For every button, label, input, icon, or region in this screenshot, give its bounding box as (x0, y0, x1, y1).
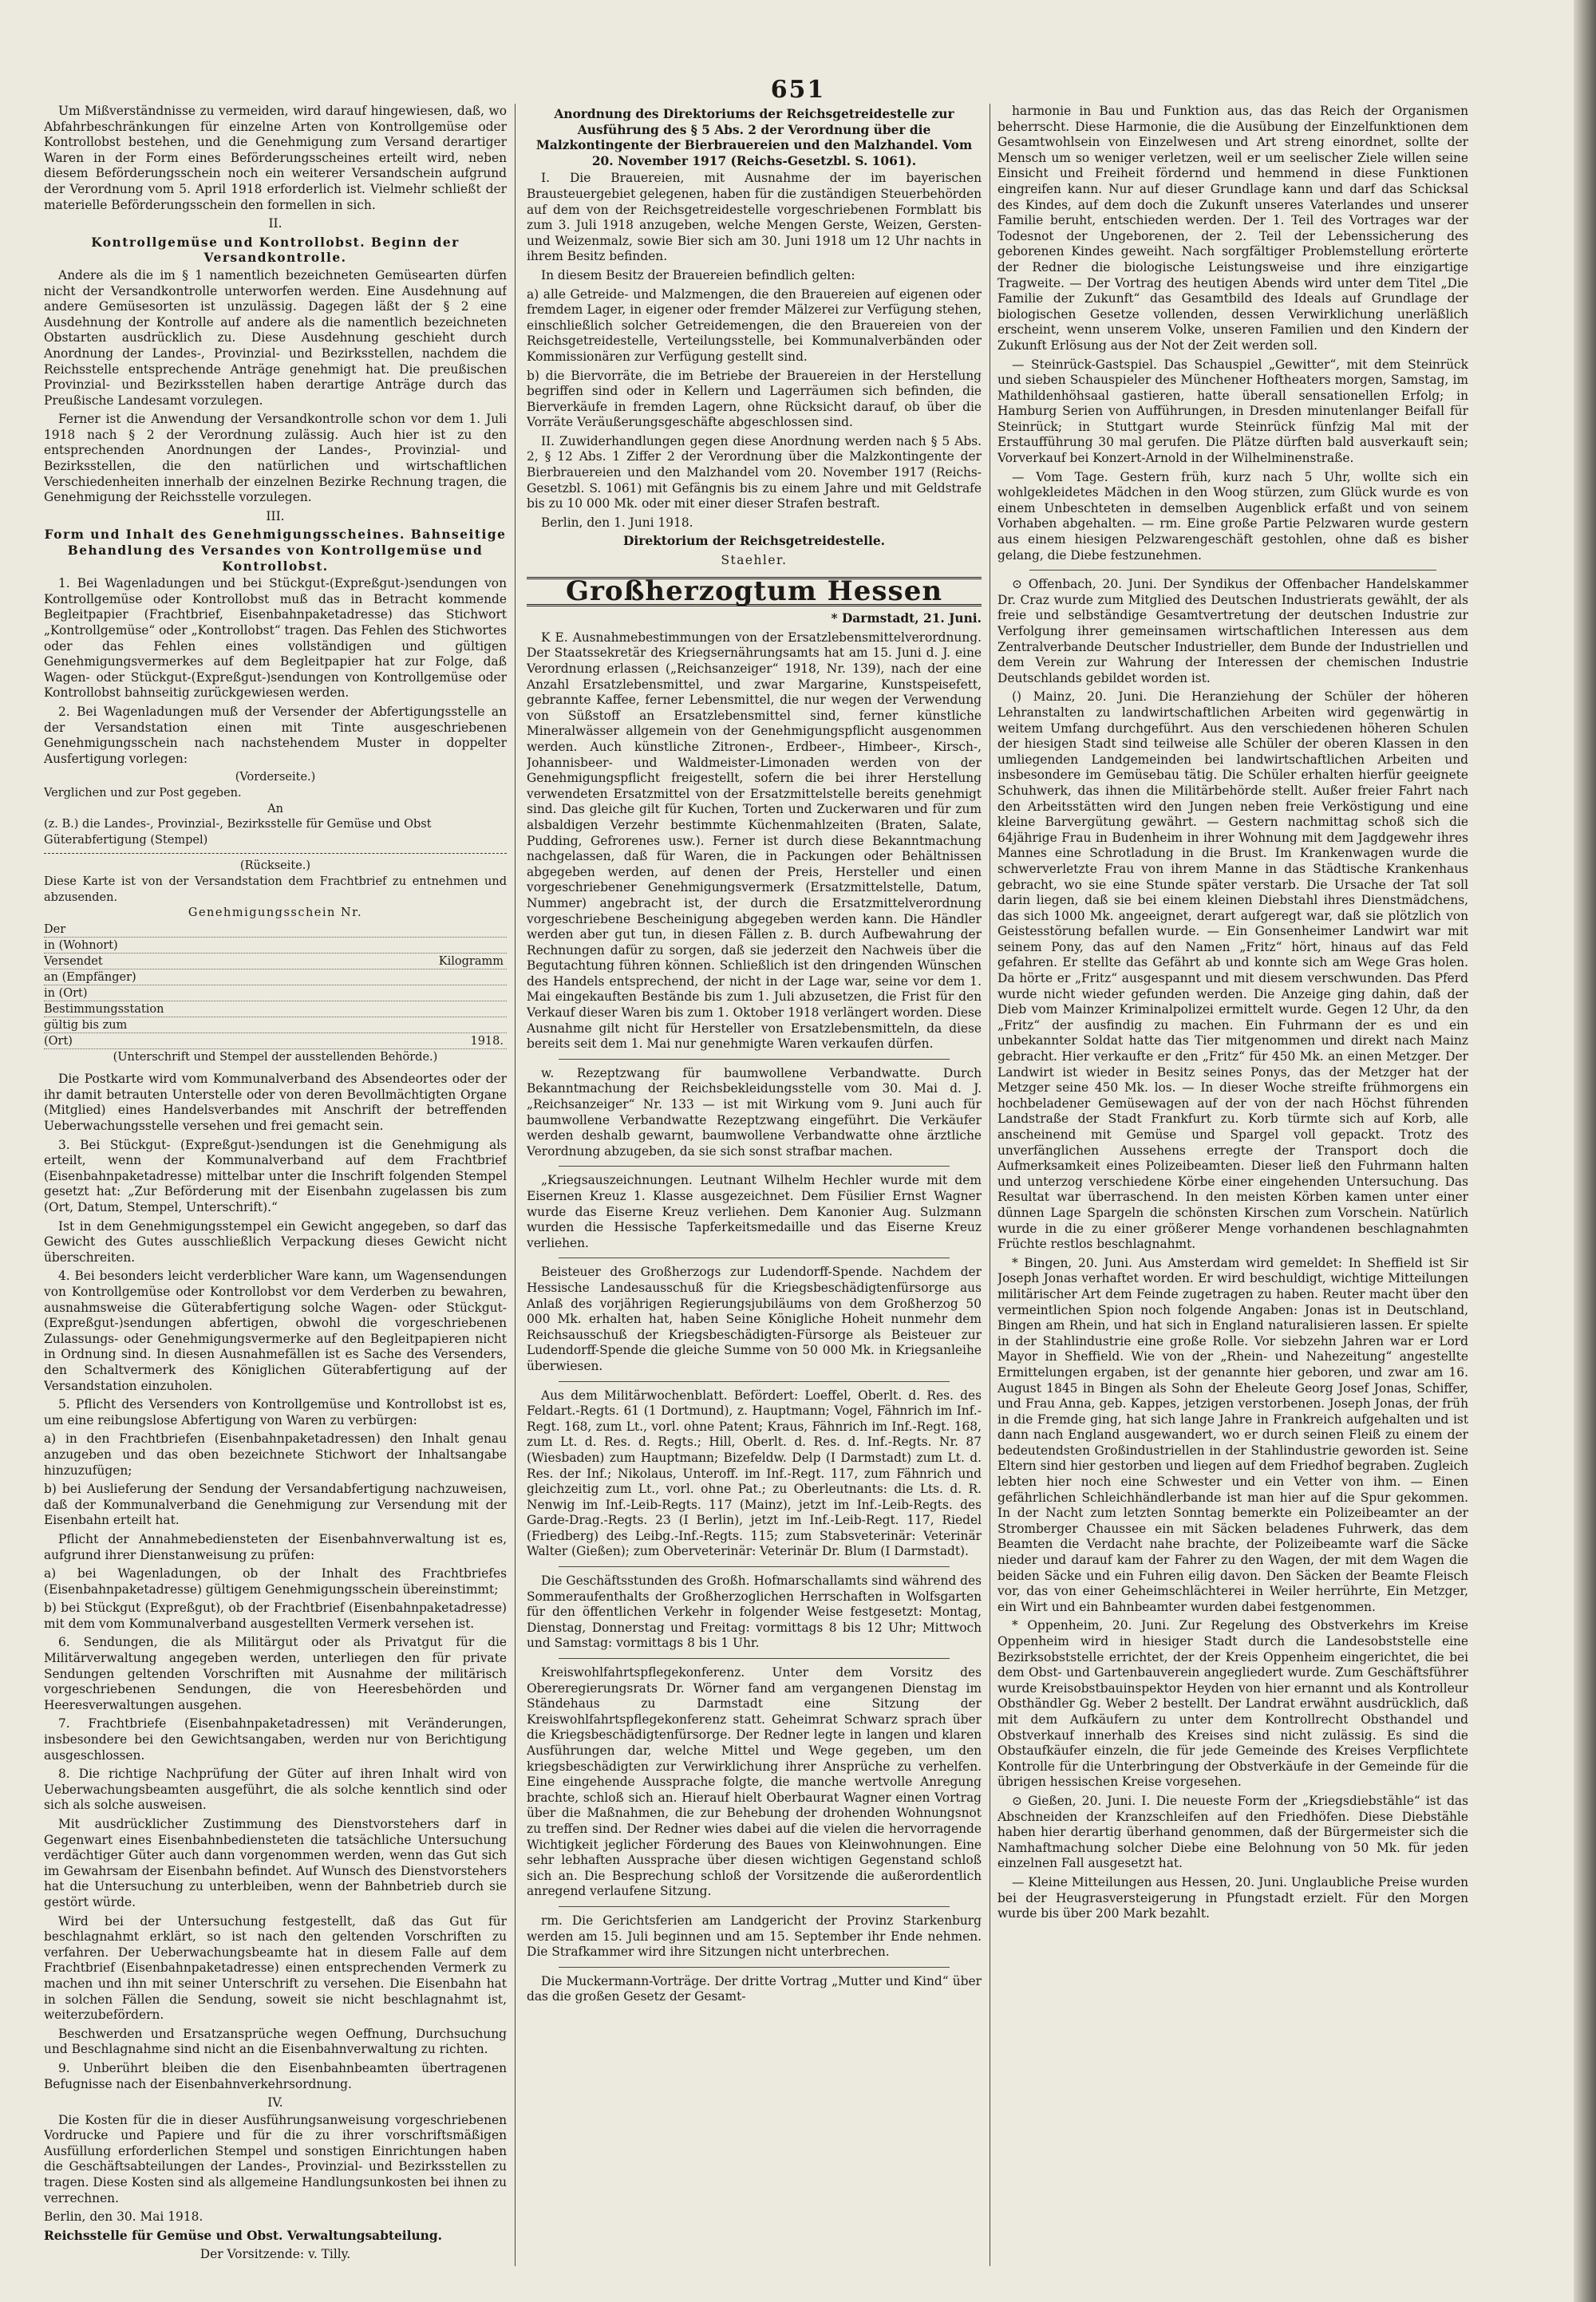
form-back-text: Diese Karte ist von der Versandstation dem Frachtbrief zu entnehmen und abzusenden. (44, 875, 507, 904)
paragraph: 1. Bei Wagenladungen und bei Stückgut-(Expreßgut-)sendungen von Kontrollgemüse oder Kontrollobst muß das in Betracht kommende Begleitpapier (Frachtbrief, Eisenbahnpaketadresse) das Stichwort „Kontrollgemüse“ oder „Kontrollobst“ tragen. Das Fehlen des Stichwortes oder das Fehlen eines vollständigen und gültigen Genehmigungsvermerkes auf dem Begleitpapier hat zur Folge, daß Wagen- oder Stückgut-(Expreßgut-)sendungen von Kontrollgemüse oder Kontrollobst bahnseitig zurückgewiesen werden. (44, 576, 507, 701)
dateline: * Darmstadt, 21. Juni. (831, 611, 982, 626)
form-address: (z. B.) die Landes-, Provinzial-, Bezirksstelle für Gemüse und Obst (44, 818, 432, 831)
article: harmonie in Bau und Funktion aus, das das Reich der Organismen beherrscht. Diese Harmonie, die die Ausübung der Einzelfunktionen dem Gesamtwohlsein von Einzelwesen und Art streng einordnet, sollte der Mensch um so weniger verletzen, weil er um seelischer Ziele willen seine Einsicht und Freiheit fördernd und hemmend in diese Funktionen eingreifen kann. Nur auf dieser Grundlage kann und darf das Schicksal des Kindes, auf dem doch die Zukunft unseres Vaterlandes und unserer Familie beruht, entschieden werden. Der 1. Teil des Vortrages war der Todesnot der Ungeborenen, der 2. Teil der Lebenssicherung des geborenen Kindes geweiht. Nach sorgfältiger Problemstellung erörterte der Redner die biologische Leistungsweise und ihre einzigartige Tragweite. — Der Vortrag des heutigen Abends wird unter dem Titel „Die Familie der Zukunft“ das Gesamtbild des Ideals auf Grundlage der biologischen Gesetze vollenden, dessen Verwirklichung unerläßlich erscheint, wenn unserem Volke, unseren Familien und den Kindern der Zukunft Erlösung aus der Not der Zeit werden soll. (998, 104, 1468, 353)
paragraph: Wird bei der Untersuchung festgestellt, daß das Gut für beschlagnahmt erklärt, so ist nach den geltenden Vorschriften zu verfahren. Der Ueberwachungsbeamte hat in diesem Falle auf dem Frachtbrief (Eisenbahnpaketadresse) einen entsprechenden Vermerk zu machen und ihn mit seiner Unterschrift zu versehen. Die Eisenbahn hat in solchen Fällen die Sendung, soweit sie nicht beschlagnahmt ist, weiterzubefördern. (44, 1913, 507, 2023)
article: * Oppenheim, 20. Juni. Zur Regelung des Obstverkehrs im Kreise Oppenheim wird in hiesiger Stadt durch die Landesobststelle eine Bezirksobststelle errichtet, der der Kreis Oppenheim eingerichtet, die bei dem Obst- und Gartenbauverein angegliedert wurde. Zum Geschäftsführer wurde Kreisobstbauinspektor Heyden von hier ernannt und als Kontrolleur Obsthändler Gg. Weber 2 bestellt. Der Landrat erwähnt ausdrücklich, daß mit dem Aufkäufern zu unter dem Kontrollrecht Obsthandel und Obstverkauf innerhalb des Kreises sind nicht zulässig. Es sind die Obstaufkäufer einzeln, die für jede Gemeinde des Kreises Verpflichtete Kontrolle für die Unterbringung der Obstverkäufe in der Gemeinde für die übrigen hessischen Kreise vorgesehen. (998, 1618, 1468, 1790)
decree-place: Berlin, den 1. Juni 1918. (541, 515, 693, 530)
article: Die Geschäftsstunden des Großh. Hofmarschallamts sind während des Sommeraufenthalts der Großherzoglichen Herrschaften in Wolfsgarten für den öffentlichen Verkehr in folgender Weise festgesetzt: Montag, Dienstag, Donnerstag und Freitag: vormittags 8 bis 12 Uhr; Mittwoch und Samstag: vormittags 8 bis 1 Uhr. (527, 1573, 982, 1651)
form-field (44, 954, 507, 969)
article: Kreiswohlfahrtspflegekonferenz. Unter dem Vorsitz des Obereregierungsrats Dr. Wörner fand am vergangenen Dienstag im Ständehaus zu Darmstadt eine Sitzung der Kreiswohlfahrtspflegekonferenz statt. Geheimrat Schwarz sprach über die Kriegsbeschädigtenfürsorge. Der Redner legte in langen und klaren Ausführungen dar, welche Mittel und Wege gegeben, um den kriegsbeschädigten zur Verwirklichung ihrer Ansprüche zu verhelfen. Eine eingehende Aussprache folgte, die manche wertvolle Anregung brachte, schloß sich an. Hierauf hielt Oberbaurat Wagner einen Vortrag über die Maßnahmen, die zur Behebung der drohenden Wohnungsnot zu treffen sind. Der Redner wies dabei auf die vielen die hervorragende Wichtigkeit jeglicher Förderung des Baues von Kleinwohnungen. Eine sehr lebhaften Aussprache über diesen wichtigen Gegenstand schloß sich an. Die Besprechung schloß der Vorsitzende die außerordentlich anregend verlaufene Sitzung. (527, 1665, 982, 1899)
form-field-label: Bestimmungsstation (44, 1002, 168, 1017)
form-title: Genehmigungsschein Nr. (188, 906, 363, 920)
paragraph: Die Kosten für die in dieser Ausführungsanweisung vorgeschriebenen Vordrucke und Papiere und für die zu ihrer vorschriftsmäßigen Ausfüllung erforderlichen Stempel und sonstigen Einrichtungen haben die Geschäftsabteilungen der Landes-, Provinzial- und Bezirksstellen zu tragen. Diese Kosten sind als allgemeine Handlungsunkosten bei ihnen zu verrechnen. (44, 2112, 507, 2205)
column-rule (515, 104, 516, 2266)
form-signature-note: (Unterschrift und Stempel der ausstellenden Behörde.) (113, 1050, 438, 1064)
form-field-label: gültig bis zum (44, 1018, 130, 1033)
form-field-label: Versendet (44, 954, 106, 969)
paragraph: 2. Bei Wagenladungen muß der Versender der Abfertigungsstelle an der Versandstation einen mit Tinte ausgeschriebenen Genehmigungsschein nach nachstehendem Muster in doppelter Ausfertigung vorlegen: (44, 704, 507, 766)
section-number: IV. (267, 2095, 283, 2110)
article: „Kriegsauszeichnungen. Leutnant Wilhelm Hechler wurde mit dem Eisernen Kreuz 1. Klasse ausgezeichnet. Dem Füsilier Ernst Wagner wurde das Eiserne Kreuz verliehen. Dem Kanonier Aug. Sulzmann wurden die Hessische Tapferkeitsmedaille und das Eiserne Kreuz verliehen. (527, 1173, 982, 1250)
paragraph: 8. Die richtige Nachprüfung der Güter auf ihren Inhalt wird von Ueberwachungsbeamten ausgeführt, die als solche kenntlich sind oder sich als solche ausweisen. (44, 1767, 507, 1813)
article: — Steinrück-Gastspiel. Das Schauspiel „Gewitter“, mit dem Steinrück und sieben Schauspieler des Münchener Hoftheaters morgen, Samstag, im Mathildenhöhsaal gastieren, hatte überall sensationellen Erfolg; in Hamburg Serien von Aufführungen, in Dresden minutenlanger Beifall für Steinrück; in Stuttgart wurde Steinrück fünfzig Mal mit der Erstaufführung 30 mal gerufen. Die Plätze dürften bald ausverkauft sein; Vorverkauf bei Konzert-Arnold in der Wilhelminenstraße. (998, 357, 1468, 466)
form-post-note: Verglichen und zur Post gegeben. (44, 786, 242, 800)
signature-place: Berlin, den 30. Mai 1918. (44, 2209, 203, 2225)
signature-office: Reichsstelle für Gemüse und Obst. Verwaltungsabteilung. (44, 2228, 442, 2243)
paragraph: 3. Bei Stückgut- (Expreßgut-)sendungen ist die Genehmigung als erteilt, wenn der Kommunalverband auf dem Frachtbrief (Eisenbahnpaketadresse) mittelbar unter die Inschrift folgenden Stempel gesetzt hat: „Zur Beförderung mit der Eisenbahn zugelassen bis zum (Ort, Datum, Stempel, Unterschrift).“ (44, 1137, 507, 1215)
signature-name: Der Vorsitzende: v. Tilly. (200, 2247, 351, 2262)
paragraph: 9. Unberührt bleiben die den Eisenbahnbeamten übertragenen Befugnisse nach der Eisenbahnverkehrsordnung. (44, 2060, 507, 2091)
paragraph: Beschwerden und Ersatzansprüche wegen Oeffnung, Durchsuchung und Beschlagnahme sind nicht an die Eisenbahnverwaltung zu richten. (44, 2026, 507, 2057)
section-number: III. (266, 508, 285, 523)
section-heading: Form und Inhalt des Genehmigungsscheines. Bahnseitige Behandlung des Versandes von Kontrollgemüse und Kontrollobst. (44, 527, 507, 574)
paragraph: a) alle Getreide- und Malzmengen, die den Brauereien auf eigenen oder fremdem Lager, in eigener oder fremder Mälzerei zur Verfügung stehen, einschließlich solcher Getreidemengen, die den Brauereien von der Reichsgetreidestelle, Verteilungsstelle, bei Kommunalverbänden oder Kommissionären zur Verfügung gestellt sind. (527, 286, 982, 364)
divider (559, 1906, 950, 1907)
form-front-label: (Vorderseite.) (235, 771, 316, 784)
paragraph: Ferner ist die Anwendung der Versandkontrolle schon vor dem 1. Juli 1918 nach § 2 der Verordnung zulässig. Auch hier ist zu den entsprechenden Anordnungen der Landes-, Provinzial- und Bezirksstellen, die den natürlichen und wirtschaftlichen Verschiedenheiten innerhalb der einzelnen Bezirke Rechnung tragen, die Genehmigung der Reichsstelle vorzulegen. (44, 412, 507, 505)
paragraph: b) die Biervorräte, die im Betriebe der Brauereien in der Herstellung begriffen sind oder in Kellern und Lagerräumen sich befinden, die Bierverkäufe in fremden Lagern, ohne Rücksicht darauf, ob über die Vorräte Veräußerungsgeschäfte abgeschlossen sind. (527, 368, 982, 430)
paragraph: Mit ausdrücklicher Zustimmung des Dienstvorstehers darf in Gegenwart eines Eisenbahnbediensteten die tatsächliche Untersuchung verdächtiger Güter auch dann vorgenommen werden, wenn das Gut sich im Gewahrsam der Eisenbahn befindet. Auf Wunsch des Dienstvorstehers hat die Untersuchung zu unterbleiben, wenn der Bahnbetrieb durch sie gestört würde. (44, 1817, 507, 1909)
form-kilo-label: Kilogramm (439, 954, 507, 969)
page-binding-edge (1574, 0, 1596, 2302)
form-an: An (267, 802, 283, 815)
paragraph: Pflicht der Annahmebediensteten der Eisenbahnverwaltung ist es, aufgrund ihrer Dienstanweisung zu prüfen: (44, 1531, 507, 1562)
column-right (998, 104, 1468, 2270)
paragraph: In diesem Besitz der Brauereien befindlich gelten: (541, 267, 855, 282)
form-field-label: (Ort) (44, 1034, 76, 1048)
divider (559, 1566, 950, 1567)
divider (559, 1381, 950, 1382)
paragraph: 6. Sendungen, die als Militärgut oder als Privatgut für die Militärverwaltung angegeben werden, unterliegen den für private Sendungen geltenden Vorschriften mit Ausnahme der militärisch vorgeschriebenen Sendungen, die von Heeresbehörden und Heeresverwaltungen ausgehen. (44, 1635, 507, 1712)
form-field (44, 970, 507, 985)
article: ⊙ Offenbach, 20. Juni. Der Syndikus der Offenbacher Handelskammer Dr. Craz wurde zum Mitglied des Deutschen Industrierats gewählt, der als freie und selbständige Gesamtvertretung der deutschen Industrie zur Verfolgung ihrer gemeinsamen wirtschaftlichen Interessen aus dem Zentralverbande Deutscher Industrieller, dem Bunde der Industriellen und dem Verein zur Wahrung der Interessen der chemischen Industrie Deutschlands gebildet worden ist. (998, 577, 1468, 685)
form-field-label: Der (44, 922, 69, 937)
paragraph: b) bei Stückgut (Expreßgut), ob der Frachtbrief (Eisenbahnpaketadresse) mit dem vom Kommunalverband ausgestellten Vermerk versehen ist. (44, 1601, 507, 1631)
paragraph: Die Postkarte wird vom Kommunalverband des Absendeortes oder der ihr damit betrauten Unterstelle oder von deren Bevollmächtigten Organe (Mitglied) eines Handelsverbandes mit Anschrift der betreffenden Ueberwachungsstelle versehen und frei gemacht sein. (44, 1072, 507, 1134)
article: K E. Ausnahmebestimmungen von der Ersatzlebensmittelverordnung. Der Staatssekretär des Kriegsernährungsamts hat am 15. Juni d. J. eine Verordnung erlassen („Reichsanzeiger“ 1918, Nr. 139), nach der eine Anzahl Ersatzlebensmittel, und zwar Margarine, Kunstspeisefett, gebrannte Kaffee, ferner Lebensmittel, die nur wegen der Verwendung von Süßstoff an Ersatzlebensmittel sind, ferner künstliche Mineralwässer allgemein von der Genehmigungspflicht ausgenommen werden. Auch künstliche Zitronen-, Erdbeer-, Himbeer-, Kirsch-, Johannisbeer- und Waldmeister-Limonaden werden von der Genehmigungspflicht freigestellt, sofern die bei ihrer Herstellung verwendeten Ersatzmittel von der Ersatzmittelstelle bereits genehmigt sind. Das gleiche gilt für Kuchen, Torten und Zuckerwaren und für zum alsbaldigen Verzehr bestimmte Küchenmahlzeiten (Braten, Salate, Pudding, Gefrorenes usw.). Ferner ist durch diese Bekanntmachung nachgelassen, daß für Waren, die in Packungen oder Behältnissen abgegeben werden, auf denen der Preis, Hersteller und einen vorgeschriebener Genehmigungsvermerk (Ersatzmittelstelle, Datum, Nummer) angebracht ist, der durch die Ersatzmittelverordnung vorgeschriebene Bescheinigung abgegeben werden kann. Die Händler werden aber gut tun, in diesen Fällen z. B. durch Aufbewahrung der Rechnungen dafür zu sorgen, daß sie jederzeit den Nachweis über die Begutachtung führen können. Schließlich ist den dringenden Wünschen des Handels entsprechend, der nicht in der Lage war, seine vor dem 1. Mai eingekauften Bestände bis zum 1. Juli abzusetzen, die Frist für den Verkauf dieser Waren bis zum 1. Oktober 1918 verlängert worden. Diese Ausnahme gilt nicht für Hersteller von Ersatzlebensmitteln, da diese bereits seit dem 1. Mai nur genehmigte Waren verkaufen dürfen. (527, 630, 982, 1052)
paragraph: 5. Pflicht des Versenders von Kontrollgemüse und Kontrollobst ist es, um eine reibungslose Abfertigung von Waren zu verbürgen: (44, 1397, 507, 1427)
decree-title: Anordnung des Direktoriums der Reichsgetreidestelle zur Ausführung des § 5 Abs. 2 der Verordnung über die Malzkontingente der Bierbrauereien und den Malzhandel. Vom 20. November 1917 (Reichs-Gesetzbl. S. 1061). (535, 107, 973, 168)
divider (559, 1658, 950, 1659)
divider (1029, 570, 1436, 571)
form-field-label: an (Empfänger) (44, 970, 140, 985)
paragraph: 7. Frachtbriefe (Eisenbahnpaketadressen) mit Veränderungen, insbesondere bei den Gewichtsangaben, werden nur von Berichtigung ausgeschlossen. (44, 1716, 507, 1763)
divider (559, 1166, 950, 1167)
paragraph: b) bei Auslieferung der Sendung der Versandabfertigung nachzuweisen, daß der Kommunalverband die Genehmigung zur Versendung mit der Eisenbahn erteilt hat. (44, 1482, 507, 1528)
article: — Kleine Mitteilungen aus Hessen, 20. Juni. Unglaubliche Preise wurden bei der Heugrasversteigerung in Pfungstadt erzielt. Für den Morgen wurde bis über 200 Mark bezahlt. (998, 1874, 1468, 1921)
decree-name: Staehler. (721, 553, 788, 568)
section-number: II. (268, 216, 282, 231)
paragraph: I. Die Brauereien, mit Ausnahme der im bayerischen Brausteuergebiet gelegenen, haben für die zuständigen Steuerbehörden auf dem von der Reichsgetreidestelle vorgeschriebenen Formblatt bis zum 3. Juli 1918 anzugeben, welche Mengen Gerste, Weizen, Gersten- und Weizenmalz, sowie Bier sich am 30. Juni 1918 um 12 Uhr nachts in ihrem Besitz befinden. (527, 171, 982, 264)
form-year: 1918. (470, 1034, 507, 1048)
article: ⊙ Gießen, 20. Juni. I. Die neueste Form der „Kriegsdiebstähle“ ist das Abschneiden der Kranzschleifen auf den Friedhöfen. Diese Diebstähle haben hier derartig überhand genommen, daß der Bürgermeister sich die Namhaftmachung solcher Diebe eine Belohnung von 50 Mk. für jeden einzelnen Fall ausgesetzt hat. (998, 1793, 1468, 1871)
paragraph: a) bei Wagenladungen, ob der Inhalt des Frachtbriefes (Eisenbahnpaketadresse) gültigem Genehmigungsschein übereinstimmt; (44, 1566, 507, 1597)
article: Beisteuer des Großherzogs zur Ludendorff-Spende. Nachdem der Hessische Landesausschuß für die Kriegsbeschädigtenfürsorge aus Anlaß des vorjährigen Regierungsjubiläums von dem Großherzog 50 000 Mk. erhalten hat, haben Seine Königliche Hoheit nunmehr dem Reichsausschuß der Kriegsbeschädigten-Fürsorge als Beisteuer zur Ludendorff-Spende die gleiche Summe von 50 000 Mk. in Kriegsanleihe überwiesen. (527, 1265, 982, 1373)
article: * Bingen, 20. Juni. Aus Amsterdam wird gemeldet: In Sheffield ist Sir Joseph Jonas verhaftet worden. Er wird beschuldigt, wichtige Mitteilungen militärischer Art dem Feinde zugetragen zu haben. Reuter macht über den vermeintlichen Spion noch folgende Angaben: Jonas ist in Deutschland, Bingen am Rhein, und hat sich in England naturalisieren lassen. Er spielte in der Stahlindustrie eine große Rolle. Vor siebzehn Jahren war er Lord Mayor in Sheffield. Wie von der „Rhein- und Nahezeitung“ angestellte Ermittelungen ergaben, ist der genannte hier geboren, und zwar am 16. August 1845 in Bingen als Sohn der Eheleute Georg Josef Jonas, Schiffer, und Frau Anna, geb. Kappes, jetzigen verstorbenen. Joseph Jonas, der früh in die Fremde ging, hat sich lange Jahre in Frankreich aufgehalten und ist dann nach England ausgewandert, wo er durch seinen Fleiß zu einem der bedeutendsten Großindustriellen in der Stahlindustrie geworden ist. Seine Eltern sind hier gestorben und liegen auf dem Friedhof begraben. Zugleich lebten hier noch eine Schwester und ein Vetter von ihm. — Einen gefährlichen Schleichhändlerbande ist man hier auf die Spur gekommen. In der Nacht zum letzten Sonntag bemerkte ein Polizeibeamter an der Stromberger Chaussee ein mit Säcken beladenes Fuhrwerk, das dem Beamten die Verdacht nahe brachte, der Polizeibeamte warf die Säcke nieder und darauf kam der Fahrer zu den Wagen, der mit dem Wagen die beiden Säcke und ein Fuhren eilig davon. Den Säcken der Beamte Fleisch vor, das von einer Geheimschlächterei in Weiler herrührte, Ein Metzger, ein Wirt und ein Bahnbeamter wurden dabei festgenommen. (998, 1255, 1468, 1614)
form-field-label: in (Wohnort) (44, 938, 121, 953)
article: Die Muckermann-Vorträge. Der dritte Vortrag „Mutter und Kind“ über das die großen Gesetz der Gesamt- (527, 1973, 982, 2004)
paragraph: Ist in dem Genehmigungsstempel ein Gewicht angegeben, so darf das Gewicht des Gutes ausschließlich Verpackung dieses Gewicht nicht überschreiten. (44, 1218, 507, 1265)
section-heading: Kontrollgemüse und Kontrollobst. Beginn der Versandkontrolle. (91, 235, 460, 266)
paragraph: Um Mißverständnisse zu vermeiden, wird darauf hingewiesen, daß, wo Abfahrbeschränkungen für einzelne Arten von Kontrollgemüse oder Kontrollobst bestehen, und die Genehmigung zum Versand derartiger Waren in der Form eines Beförderungsscheines erteilt wird, neben diesem Beförderungsschein noch ein weiterer Versandschein aufgrund der Verordnung vom 5. April 1918 erforderlich ist. Vielmehr schließt der materielle Beförderungsschein den formellen in sich. (44, 104, 507, 212)
paragraph: 4. Bei besonders leicht verderblicher Ware kann, um Wagensendungen von Kontrollgemüse oder Kontrollobst vor dem Verderben zu bewahren, ausnahmsweise die Güterabfertigung solche Wagen- oder Stückgut- (Expreßgut-)sendungen abfertigen, obwohl die vorgeschriebenen Zulassungs- oder Genehmigungsvermerke auf den Begleitpapieren nicht in Ordnung sind. In diesen Ausnahmefällen ist es Sache des Versenders, den Schaltvermerk des Königlichen Güterabfertigung auf der Versandstation einzuholen. (44, 1269, 507, 1393)
article: Aus dem Militärwochenblatt. Befördert: Loeffel, Oberlt. d. Res. des Feldart.-Regts. 61 (1 Dortmund), z. Hauptmann; Vogel, Fähnrich im Inf.-Regt. 168, zum Lt., vorl. ohne Patent; Kraus, Fähnrich im Inf.-Regt. 168, zum Lt. d. Res. d. Regts.; Hill, Oberlt. d. Res. d. Inf.-Regts. Nr. 87 (Wiesbaden) zum Hauptmann; Bizefeldw. Delp (I Darmstadt) zum Lt. d. Res. der Inf.; Nikolaus, Unteroff. im Inf.-Regt. 117, zum Fähnrich und gleichzeitig zum Lt., vorl. ohne Pat.; zu Oberleutnants: die Lts. d. R. Nenwig im Inf.-Leib-Regts. 117 (Mainz), jetzt im Inf.-Leib-Regts. des Garde-Drag.-Regts. 23 (I Berlin), jetzt im Inf.-Leib-Regt. 117, Riedel (Friedberg) des Leibg.-Inf.-Regts. 115; zum Stabsveterinär: Veterinär Walter (Gießen); zum Oberveterinär: Veterinär Dr. Blum (I Darmstadt). (527, 1388, 982, 1559)
article: rm. Die Gerichtsferien am Landgericht der Provinz Starkenburg werden am 15. Juli beginnen und am 15. September ihr Ende nehmen. Die Strafkammer wird ihre Sitzungen nicht unterbrechen. (527, 1913, 982, 1960)
form-field (44, 1018, 507, 1033)
form-field (44, 922, 507, 938)
divider (559, 1967, 950, 1968)
article: () Mainz, 20. Juni. Die Heranziehung der Schüler der höheren Lehranstalten zu landwirtschaftlichen Arbeiten wird gegenwärtig in weitem Umfang durchgeführt. Aus den verschiedenen höheren Schulen der hiesigen Stadt sind teilweise alle Schüler der oberen Klassen in den umliegenden Landgemeinden bei landwirtschaftlichen Arbeiten und insbesondere im Gemüsebau tätig. Die Schüler erhalten hierfür geeignete Schuhwerk, das ihnen die Militärbehörde stellt. Außer freier Fahrt nach den Arbeitsstätten wird den Jungen neben freie Verköstigung und eine kleine Barvergütung gewährt. — Gestern nachmittag schoß sich die 64jährige Frau in Budenheim in ihrer Wohnung mit dem Jagdgewehr ihres Mannes eine Schrotladung in die Brust. Im Krankenwagen wurde die schwerverletzte Frau von ihrem Manne in das Städtische Krankenhaus gebracht, wo sie eine Stunde später verstarb. Die Ursache der Tat soll darin liegen, daß sie bei einem kleinen Diebstahl ihres Dienstmädchens, das sich 1000 Mk. angeeignet, derart aufgeregt war, daß sie plötzlich von Geistesstörung befallen wurde. — Ein Gonsenheimer Landwirt war mit seinem Pony, das auf den Namen „Fritz“ hört, hinaus auf das Feld gefahren. Er stellte das Gefährt ab und konnte sich am Wege Gras holen. Da hörte er „Fritz“ ausgespannt und mit diesem verschwunden. Das Pferd wurde nicht wieder gefunden werden. Die Anzeige ging dahin, daß der Dieb vom Mainzer Kriminalpolizei ermittelt wurde. Gegen 12 Uhr, da den „Fritz“ der ausfindig zu machen. Ein Fuhrmann der es und ein unbekannter Soldat hatte das Tier mitgenommen und direkt nach Mainz gebracht. Hier verkaufte er den „Fritz“ für 450 Mk. an einen Metzger. Der Landwirt ist wieder in Besitz seines Ponys, das der Metzger hat der Metzger seine 450 Mk. los. — In dieser Woche streifte frühmorgens ein hochbeladener Gemüsewagen auf der von der nach Höchst führenden Landstraße der Stadt Frankfurt zu. Korb türmte sich auf Korb, alle anscheinend mit Gemüse und Spargel voll gepackt. Trotz des unverfänglichen Aussehens erregte der Transport doch die Aufmerksamkeit eines Polizeibeamten. Dieser ließ den Fuhrmann halten und unterzog verschiedene Körbe einer eingehenden Untersuchung. Das Resultat war überraschend. In den meisten Körben kamen unter einer dünnen Lage Spargeln die schönsten Kirschen zum Vorschein. Natürlich wurde in die zu einer größerer Menge vorhandenen beschlagnahmten Früchte restlos beschlagnahmt. (998, 689, 1468, 1252)
divider (559, 1059, 950, 1060)
paragraph: II. Zuwiderhandlungen gegen diese Anordnung werden nach § 5 Abs. 2, § 12 Abs. 1 Ziffer 2 der Verordnung über die Malzkontingente der Bierbrauereien und den Malzhandel vom 20. November 1917 (Reichs-Gesetzbl. S. 1061) mit Gefängnis bis zu einem Jahre und mit Geldstrafe bis zu 10 000 Mk. oder mit einer dieser Strafen bestraft. (527, 433, 982, 511)
section-banner: Großherzogtum Hessen (527, 577, 982, 607)
paragraph: a) in den Frachtbriefen (Eisenbahnpaketadressen) den Inhalt genau anzugeben und das oben bezeichnete Stichwort der Inhaltsangabe hinzuzufügen; (44, 1431, 507, 1478)
form-field (44, 986, 507, 1001)
form-back-label: (Rückseite.) (239, 859, 311, 873)
divider (44, 853, 507, 854)
column-middle (527, 104, 982, 2270)
form-field (44, 938, 507, 954)
form-field (44, 1002, 507, 1017)
form-field (44, 1034, 507, 1049)
decree-office: Direktorium der Reichsgetreidestelle. (623, 534, 885, 549)
page-number: 651 (770, 76, 826, 104)
paragraph: Andere als die im § 1 namentlich bezeichneten Gemüsearten dürfen nicht der Versandkontrolle unterworfen werden. Eine Ausdehnung auf andere Gemüsesorten ist unzulässig. Dagegen läßt der § 2 eine Ausdehnung der Kontrolle auf andere als die namentlich bezeichneten Obstarten ausdrücklich zu. Diese Ausdehnung geschieht durch Anordnung der Landes-, Provinzial- und Bezirksstellen, nachdem die Reichsstelle entsprechende Anträge genehmigt hat. Die preußischen Provinzial- und Bezirksstellen haben derartige Anträge durch das Preußische Landesamt vorzulegen. (44, 267, 507, 408)
article: — Vom Tage. Gestern früh, kurz nach 5 Uhr, wollte sich ein wohlgekleidetes Mädchen in den Woog stürzen, zum Glück wurde es von einem Unbeschteten in demselben Augenblick erfaßt und von seinem Vorhaben abgehalten. — rm. Eine große Partie Pelzwaren wurde gestern aus einem hiesigen Pelzwarengeschäft gestohlen, ohne daß es bisher gelang, die Diebe festzunehmen. (998, 469, 1468, 563)
column-left (44, 104, 507, 2270)
form-field-label: in (Ort) (44, 986, 91, 1001)
form-station: Güterabfertigung (Stempel) (44, 833, 208, 847)
form-sample (44, 770, 507, 1065)
article: w. Rezeptzwang für baumwollene Verbandwatte. Durch Bekanntmachung der Reichsbekleidungsstelle vom 30. Mai d. J. „Reichsanzeiger“ Nr. 133 — ist mit Wirkung vom 9. Juni auch für baumwollene Verbandwatte Rezeptzwang eingeführt. Die Verkäufer werden deshalb gewarnt, baumwollene Verbandwatte ohne ärztliche Verordnung abzugeben, da sie sich sonst strafbar machen. (527, 1065, 982, 1159)
